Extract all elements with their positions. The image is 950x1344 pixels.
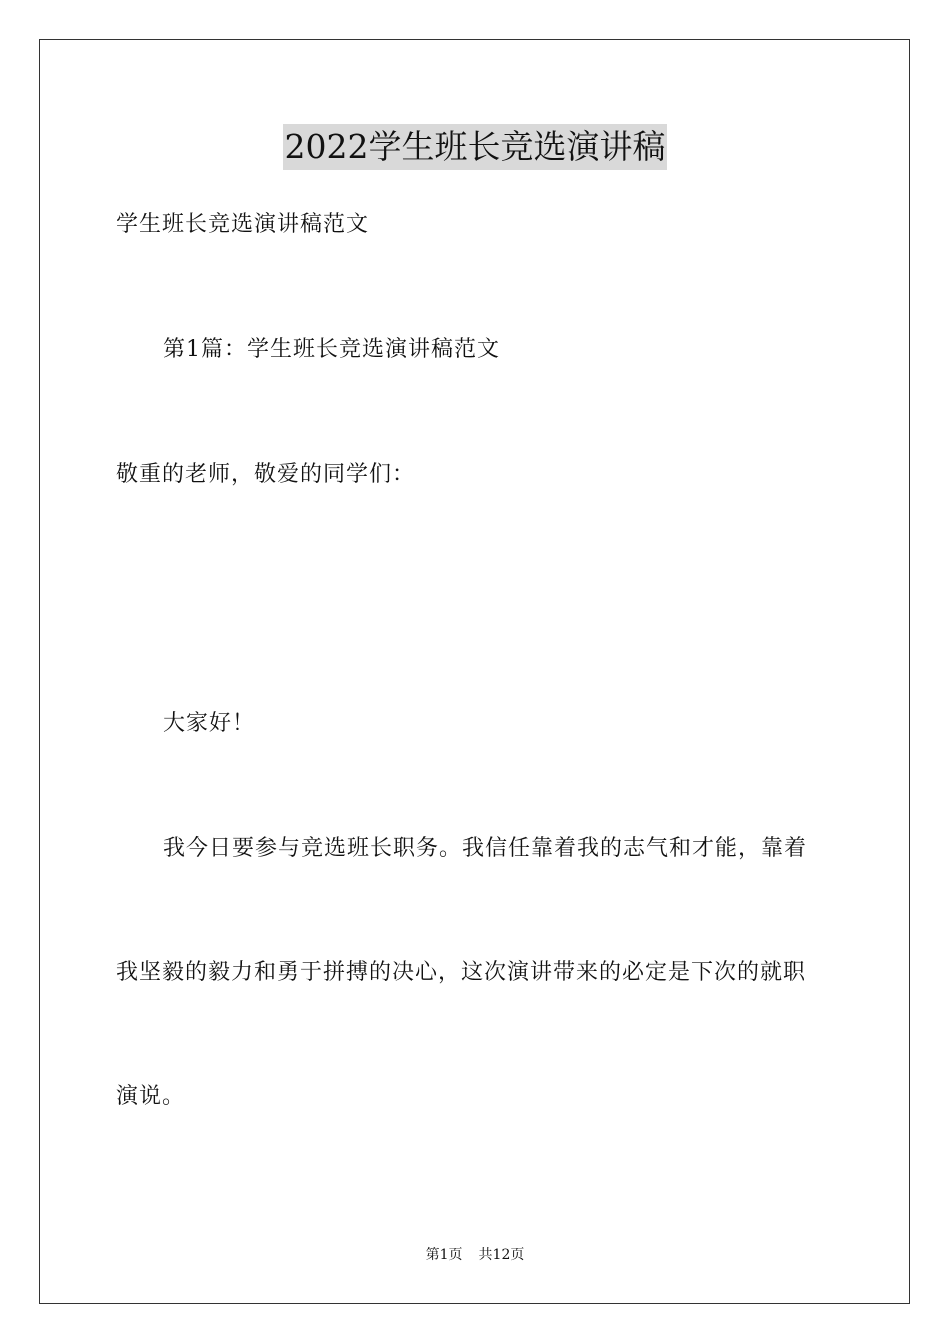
section-heading: 第1篇：学生班长竞选演讲稿范文 <box>163 337 500 362</box>
body-line-3: 演说。 <box>116 1084 186 1109</box>
document-title: 2022学生班长竞选演讲稿 <box>283 124 668 170</box>
page-footer <box>0 1246 950 1264</box>
salutation: 敬重的老师，敬爱的同学们： <box>116 462 416 487</box>
document-subtitle: 学生班长竞选演讲稿范文 <box>116 212 370 237</box>
page-number: 第1页 <box>425 1247 463 1263</box>
body-line-2: 我坚毅的毅力和勇于拼搏的决心，这次演讲带来的必定是下次的就职 <box>116 960 807 985</box>
total-pages: 共12页 <box>478 1247 525 1263</box>
document-title-block <box>0 124 950 170</box>
body-line-1: 我今日要参与竞选班长职务。我信任靠着我的志气和才能，靠着 <box>163 836 808 861</box>
greeting: 大家好！ <box>163 711 256 736</box>
